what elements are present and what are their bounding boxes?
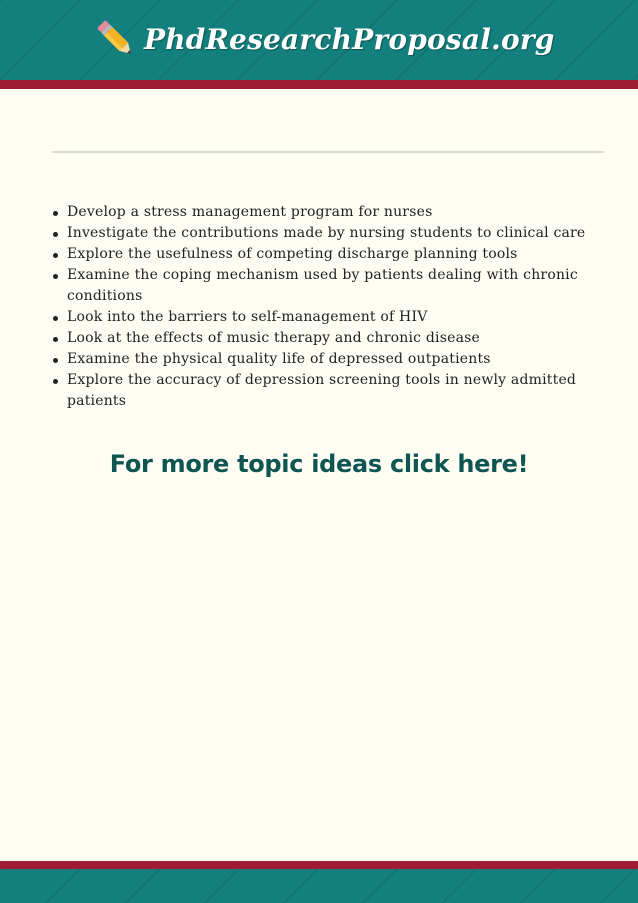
- logo-text: PhdResearchProposal.org: [144, 22, 555, 56]
- pencil-icon: [96, 16, 136, 62]
- list-item: Explore the accuracy of depression screening tools in newly admitted patients: [50, 370, 610, 412]
- site-logo[interactable]: [96, 14, 555, 64]
- list-item: Explore the usefulness of competing discharge planning tools: [50, 244, 610, 265]
- topic-list: [50, 202, 610, 412]
- list-item: Look at the effects of music therapy and chronic disease: [50, 328, 610, 349]
- footer-stripe: [0, 861, 638, 869]
- more-topics-link[interactable]: For more topic ideas click here!: [109, 450, 529, 478]
- list-item: Examine the physical quality life of depressed outpatients: [50, 349, 610, 370]
- list-item: Examine the coping mechanism used by patients dealing with chronic conditions: [50, 265, 610, 307]
- list-item: Look into the barriers to self-management of HIV: [50, 307, 610, 328]
- divider: [52, 151, 604, 153]
- header-stripe: [0, 80, 638, 89]
- list-item: Develop a stress management program for nurses: [50, 202, 610, 223]
- list-item: Investigate the contributions made by nursing students to clinical care: [50, 223, 610, 244]
- footer-band: [0, 869, 638, 903]
